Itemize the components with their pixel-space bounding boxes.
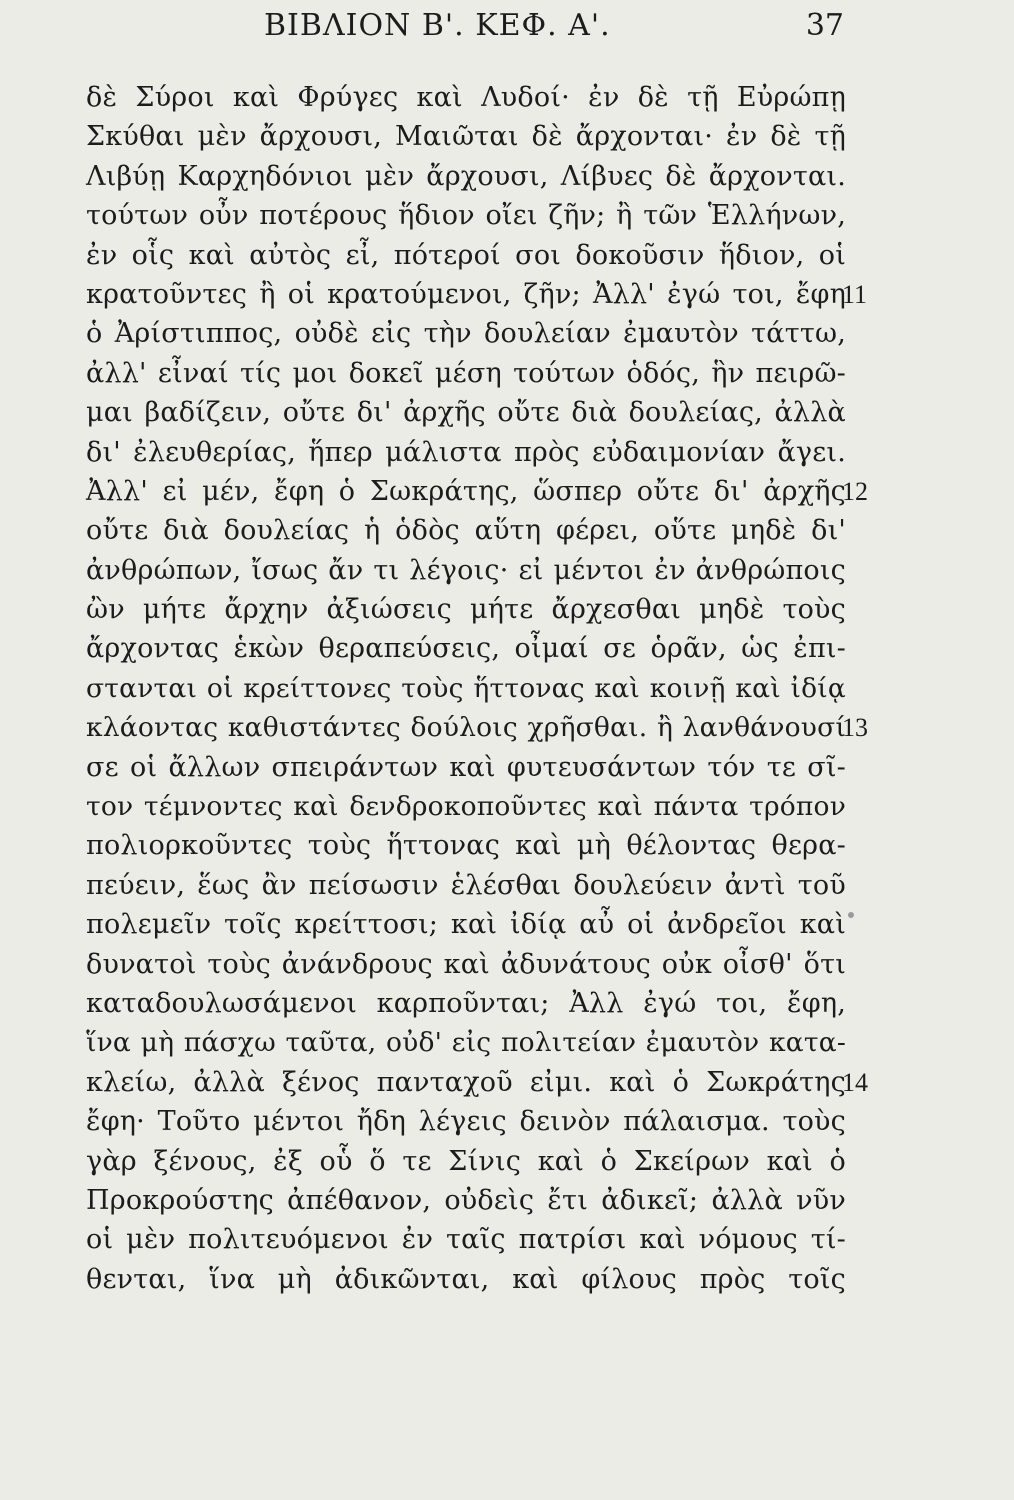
running-title: ΒΙΒΛΙΟΝ Β'. ΚΕΦ. Α'.	[264, 8, 611, 43]
text-line: πολιορκοῦντες τοὺς ἥττονας καὶ μὴ θέλοντας θερα-	[86, 830, 846, 862]
text-line: κλάοντας καθιστάντες δούλοις χρῆσθαι. ἢ λανθάνουσί	[86, 712, 846, 744]
text-line: οἱ μὲν πολιτευόμενοι ἐν ταῖς πατρίσι καὶ νόμους τί-	[86, 1224, 846, 1256]
text-line: καταδουλωσάμενοι καρποῦνται; Ἀλλ ἐγώ τοι, ἔφη,	[86, 987, 846, 1019]
text-line: ἀνθρώπων, ἴσως ἄν τι λέγοις· εἰ μέντοι ἐν ἀνθρώποις	[86, 554, 846, 586]
text-line: Ἀλλ' εἰ μέν, ἔφη ὁ Σωκράτης, ὥσπερ οὔτε δι' ἀρχῆς	[86, 475, 846, 507]
section-number: 11	[842, 280, 868, 309]
text-line: κρατοῦντες ἢ οἱ κρατούμενοι, ζῆν; Ἀλλ' ἐγώ τοι, ἔφη	[86, 278, 846, 310]
text-line: δι' ἐλευθερίας, ἥπερ μάλιστα πρὸς εὐδαιμονίαν ἄγει.	[86, 436, 846, 468]
body-text	[86, 78, 846, 1299]
text-line: ἔφη· Τοῦτο μέντοι ἤδη λέγεις δεινὸν πάλαισμα. τοὺς	[86, 1106, 846, 1138]
text-line: δυνατοὶ τοὺς ἀνάνδρους καὶ ἀδυνάτους οὐκ οἶσθ' ὅτι	[86, 948, 846, 980]
text-line: γὰρ ξένους, ἐξ οὗ ὅ τε Σίνις καὶ ὁ Σκείρων καὶ ὁ	[86, 1145, 846, 1177]
text-line: πολεμεῖν τοῖς κρείττοσι; καὶ ἰδίᾳ αὖ οἱ ἀνδρεῖοι καὶ	[86, 909, 846, 941]
text-line: Λιβύῃ Καρχηδόνιοι μὲν ἄρχουσι, Λίβυες δὲ ἄρχονται.	[86, 160, 846, 192]
text-line: δὲ Σύροι καὶ Φρύγες καὶ Λυδοί· ἐν δὲ τῇ Εὐρώπῃ	[86, 82, 846, 113]
page-number: 37	[805, 8, 844, 43]
text-line: ὁ Ἀρίστιππος, οὐδὲ εἰς τὴν δουλείαν ἐμαυτὸν τάττω,	[86, 318, 846, 350]
text-line: ἀλλ' εἶναί τίς μοι δοκεῖ μέση τούτων ὁδός, ἣν πειρῶ-	[86, 357, 846, 389]
text-line: μαι βαδίζειν, οὔτε δι' ἀρχῆς οὔτε διὰ δουλείας, ἀλλὰ	[86, 397, 846, 429]
text-line: ἐν οἷς καὶ αὐτὸς εἶ, πότεροί σοι δοκοῦσιν ἥδιον, οἱ	[86, 239, 846, 271]
section-number: 12	[842, 477, 868, 506]
text-line: σε οἱ ἄλλων σπειράντων καὶ φυτευσάντων τόν τε σῖ-	[86, 751, 846, 783]
text-line: τον τέμνοντες καὶ δενδροκοποῦντες καὶ πάντα τρόπον	[86, 791, 846, 823]
text-line: Προκρούστης ἀπέθανον, οὐδεὶς ἔτι ἀδικεῖ; ἀλλὰ νῦν	[86, 1184, 846, 1216]
print-speck	[848, 912, 854, 918]
text-line: ἵνα μὴ πάσχω ταῦτα, οὐδ' εἰς πολιτείαν ἐμαυτὸν κατα-	[86, 1027, 846, 1059]
running-header	[264, 8, 844, 52]
section-number: 14	[842, 1068, 868, 1097]
text-line: στανται οἱ κρείττονες τοὺς ἥττονας καὶ κοινῇ καὶ ἰδίᾳ	[86, 672, 846, 704]
text-line: κλείω, ἀλλὰ ξένος πανταχοῦ εἰμι. καὶ ὁ Σωκράτης	[86, 1066, 846, 1098]
text-line: πεύειν, ἕως ἂν πείσωσιν ἑλέσθαι δουλεύειν ἀντὶ τοῦ	[86, 869, 846, 901]
text-line: οὔτε διὰ δουλείας ἡ ὁδὸς αὕτη φέρει, οὕτε μηδὲ δι'	[86, 515, 846, 547]
text-line: Σκύθαι μὲν ἄρχουσι, Μαιῶται δὲ ἄρχονται· ἐν δὲ τῇ	[86, 121, 846, 153]
text-line: ὢν μήτε ἄρχην ἀξιώσεις μήτε ἄρχεσθαι μηδὲ τοὺς	[86, 594, 846, 626]
text-line: ἄρχοντας ἑκὼν θεραπεύσεις, οἶμαί σε ὁρᾶν, ὡς ἐπι-	[86, 633, 846, 665]
text-line: θενται, ἵνα μὴ ἀδικῶνται, καὶ φίλους πρὸς τοῖς	[86, 1263, 846, 1295]
section-number: 13	[842, 713, 868, 743]
text-line: τούτων οὖν ποτέρους ἥδιον οἴει ζῆν; ἢ τῶν Ἑλλήνων,	[86, 200, 846, 232]
